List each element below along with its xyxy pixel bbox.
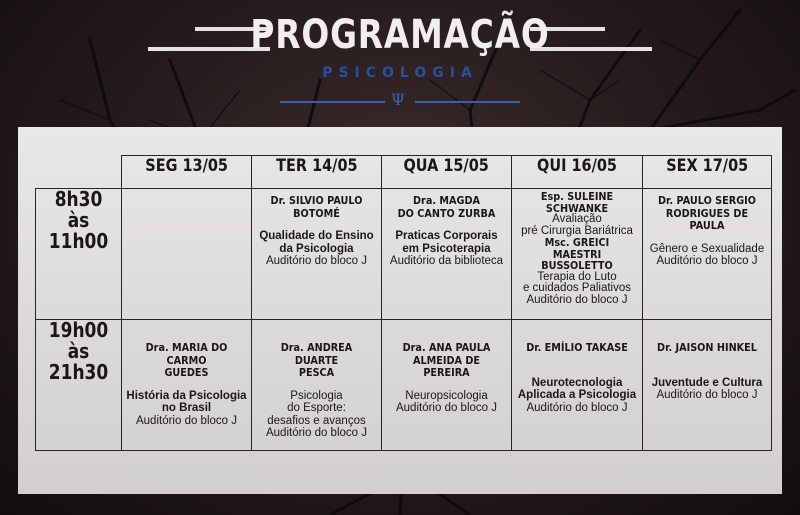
page-subtitle: PSICOLOGIA [322, 65, 478, 81]
session-room: Auditório do bloco J [656, 389, 758, 401]
session-room: Auditório da biblioteca [389, 255, 504, 267]
session-topic: História da Psicologia no Brasil [126, 389, 247, 414]
schedule-table [35, 155, 772, 451]
speaker-name: Dr. EMÍLIO TAKASE [526, 341, 628, 354]
speaker-name: Dr. JAISON HINKEL [657, 341, 757, 354]
session-cell [382, 320, 512, 451]
session-room: Auditório do bloco J [265, 427, 367, 439]
session-room: Auditório do bloco J [135, 414, 237, 427]
speaker-name: Dra. MARIA DO CARMO GUEDES [145, 341, 228, 379]
session-topic: Neurotecnologia Aplicada a Psicologia [517, 376, 637, 401]
session-room: Auditório do bloco J [526, 401, 628, 414]
day-header: SEX 17/05 [643, 156, 772, 189]
session-cell [382, 189, 512, 320]
session-cell-double [512, 189, 643, 320]
session-cell-empty [122, 189, 252, 320]
speaker-name: Esp. SULEINE SCHWANKE [540, 190, 614, 215]
speaker-name: Dra. ANDREA DUARTE PESCA [280, 341, 353, 379]
speaker-name: Dr. SILVIO PAULO BOTOMÉ [270, 194, 363, 220]
day-header: SEG 13/05 [122, 156, 252, 189]
session-room: Auditório do bloco J [395, 402, 497, 414]
speaker-name: Dra. ANA PAULA ALMEIDA DE PEREIRA [402, 341, 491, 379]
day-header: TER 14/05 [252, 156, 382, 189]
time-slot-evening: 19h00 às 21h30 [36, 320, 122, 451]
session-topic: Gênero e Sexualidade [649, 242, 765, 255]
subtitle-line-left [280, 101, 385, 103]
session-room: Auditório do bloco J [265, 255, 367, 267]
session-topic: Avaliação pré Cirurgia Bariátrica [521, 213, 633, 237]
speaker-name: Dr. PAULO SERGIO RODRIGUES DE PAULA [658, 194, 756, 232]
time-slot-morning: 8h30 às 11h00 [36, 189, 122, 320]
page-title: PROGRAMAÇÃO [250, 12, 550, 58]
speaker-name-second: Msc. GREICI MAESTRI BUSSOLETTO [541, 236, 613, 272]
speaker-name: Dra. MAGDA DO CANTO ZURBA [397, 194, 496, 220]
session-cell [122, 320, 252, 451]
session-topic: Psicologia do Esporte: desafios e avanços [267, 389, 366, 427]
psi-icon: Ψ [391, 90, 406, 109]
session-room: Auditório do bloco J [526, 293, 628, 306]
session-topic: Juventude e Cultura [651, 376, 763, 389]
session-cell [643, 189, 772, 320]
session-topic: Praticas Corporais em Psicoterapia [395, 230, 498, 255]
table-row [36, 320, 772, 451]
table-row [36, 189, 772, 320]
header [0, 0, 800, 120]
table-corner [36, 156, 122, 189]
session-cell [512, 320, 643, 451]
session-topic-second: Terapia do Luto e cuidados Paliativos [522, 270, 632, 294]
session-room: Auditório do bloco J [656, 255, 758, 267]
day-header: QUI 16/05 [512, 156, 643, 189]
subtitle-line-right [415, 101, 520, 103]
session-topic: Qualidade do Ensino da Psicologia [259, 230, 374, 255]
table-header-row [36, 156, 772, 189]
session-cell [252, 189, 382, 320]
session-cell [643, 320, 772, 451]
day-header: QUA 15/05 [382, 156, 512, 189]
session-topic: Neuropsicologia [405, 389, 488, 402]
session-cell [252, 320, 382, 451]
